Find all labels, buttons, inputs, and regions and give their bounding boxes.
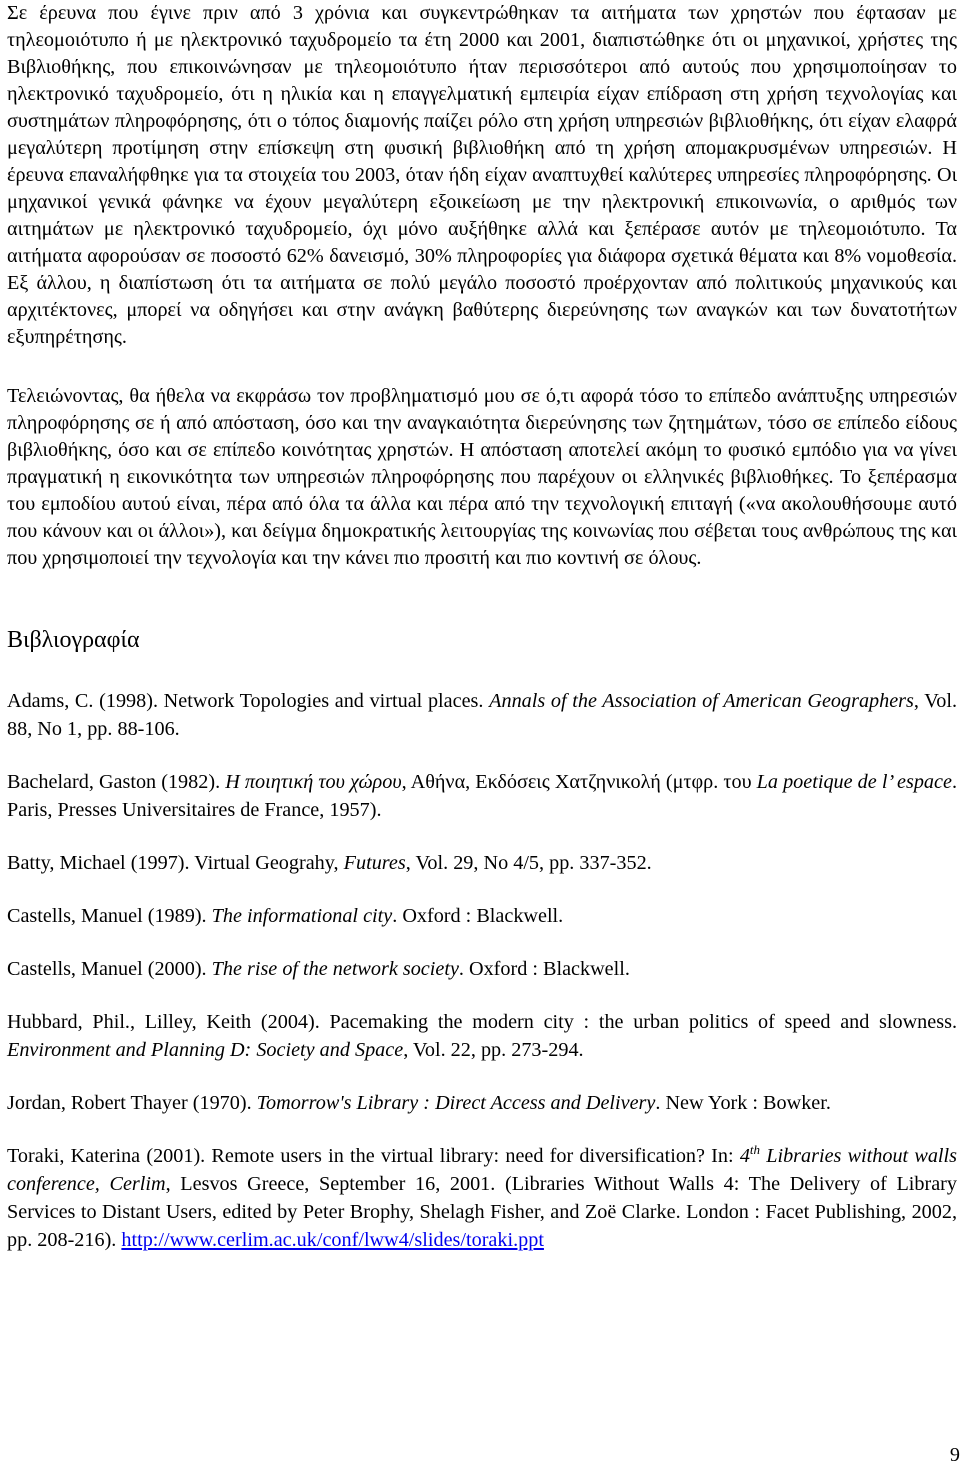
document-page [7,0,957,1279]
body-paragraph-2: Τελειώνοντας, θα ήθελα να εκφράσω τον προβληματισμό μου σε ό,τι αφορά τόσο το επίπεδο ανάπτυξης υπηρεσιών πληροφόρησης σε ή από απόσταση, όσο και την αναγκαιότητα διερεύνησης των ζητημάτων, τόσο σε επίπεδο είδους βιβλιοθήκης, όσο και σε επίπεδο κοινότητας χρηστών. Η απόσταση αποτελεί ακόμη το φυσικό εμπόδιο για να γίνει πραγματική η εικονικότητα των υπηρεσιών πληροφόρησης που παρέχουν οι ελληνικές βιβλιοθήκες. Το ξεπέρασμα του εμποδίου αυτού είναι, πέρα από όλα τα άλλα και πέρα από την τεχνολογική επιταγή («να ακολουθήσουμε αυτό που κάνουν και οι άλλοι»), και δείγμα δημοκρατικής λειτουργίας της κοινωνίας που σέβεται τους ανθρώπους της και που χρησιμοποιεί την τεχνολογία και την κάνει πιο προσιτή και πιο κοντινή σε όλους. [7,385,957,569]
bibliography-entry: Hubbard, Phil., Lilley, Keith (2004). Pacemaking the modern city : the urban politics of speed and slowness. Environment and Planning D: Society and Space, Vol. 22, pp. 273-294. [7,1011,957,1061]
bibliography-entry-toraki: Toraki, Katerina (2001). Remote users in the virtual library: need for diversification? In: 4th Libraries without walls conference, Cerlim, Lesvos Greece, September 16, 2001. (Libraries Without Walls 4: The Delivery of Library Services to Distant Users, edited by Peter Brophy, Shelagh Fisher, and Zoë Clarke. London : Facet Publishing, 2002, pp. 208-216). http://www.cerlim.ac.uk/conf/lww4/slides/toraki.ppt [7,1142,958,1251]
body-paragraph-1: Σε έρευνα που έγινε πριν από 3 χρόνια και συγκεντρώθηκαν τα αιτήματα των χρηστών που έφτασαν με τηλεομοιότυπο ή με ηλεκτρονικό ταχυδρομείο τα έτη 2000 και 2001, διαπιστώθηκε ότι οι μηχανικοί, χρήστες της Βιβλιοθήκης, που επικοινώνησαν με τηλεομοιότυπο ήταν περισσότεροι από αυτούς που χρησιμοποίησαν το ηλεκτρονικό ταχυδρομείο, ότι η ηλικία και η επαγγελματική εμπειρία είχαν επίδραση στη χρήση τεχνολογίας και συστημάτων πληροφόρησης, ότι ο τόπος διαμονής παίζει ρόλο στη χρήση υπηρεσιών βιβλιοθήκης, ότι είχαν ελαφρά μεγαλύτερη προτίμηση στην επίσκεψη στη φυσική βιβλιοθήκη από τη χρήση απομακρυσμένων υπηρεσιών. Η έρευνα επαναλήφθηκε για τα στοιχεία του 2003, όταν ήδη είχαν αναπτυχθεί καλύτερες υπηρεσίες πληροφόρησης. Οι μηχανικοί γενικά φάνηκε να έχουν μεγαλύτερη εξοικείωση με την ηλεκτρονική επικοινωνία, ο αριθμός των αιτημάτων με ηλεκτρονικό ταχυδρομείο, όχι μόνο αυξήθηκε αλλά και ξεπέρασε αυτόν με τηλεομοιότυπο. Τα αιτήματα αφορούσαν σε ποσοστό 62% δανεισμό, 30% πληροφορίες για διάφορα σχετικά θέματα και 8% νομοθεσία. Εξ άλλου, η διαπίστωση ότι τα αιτήματα σε πολύ μεγάλο ποσοστό προέρχονταν από πολιτικούς μηχανικούς και αρχιτέκτονες, μπορεί να οδηγήσει και στην ανάγκη βαθύτερης διερεύνησης των αναγκών και των δυνατοτήτων εξυπηρέτησης. [7,2,957,348]
bibliography-entry: Castells, Manuel (1989). The informational city. Oxford : Blackwell. [7,905,564,927]
bibliography-entry: Bachelard, Gaston (1982). Η ποιητική του χώρου, Αθήνα, Εκδόσεις Χατζηνικολή (μτφρ. του La poetique de l’ espace. Paris, Presses Universitaires de France, 1957). [7,771,957,821]
bibliography-entry: Adams, C. (1998). Network Topologies and virtual places. Annals of the Association of American Geographers, Vol. 88, No 1, pp. 88-106. [7,690,957,740]
page-number: 9 [949,1444,960,1466]
reference-link[interactable]: http://www.cerlim.ac.uk/conf/lww4/slides/toraki.ppt [121,1229,544,1251]
bibliography-list [7,687,957,1254]
bibliography-entry: Batty, Michael (1997). Virtual Geograhy, Futures, Vol. 29, No 4/5, pp. 337-352. [7,852,652,874]
bibliography-entry: Castells, Manuel (2000). The rise of the network society. Oxford : Blackwell. [7,958,630,980]
bibliography-heading: Βιβλιογραφία [7,627,140,653]
bibliography-entry: Jordan, Robert Thayer (1970). Tomorrow's Library : Direct Access and Delivery. New York : Bowker. [7,1092,831,1114]
